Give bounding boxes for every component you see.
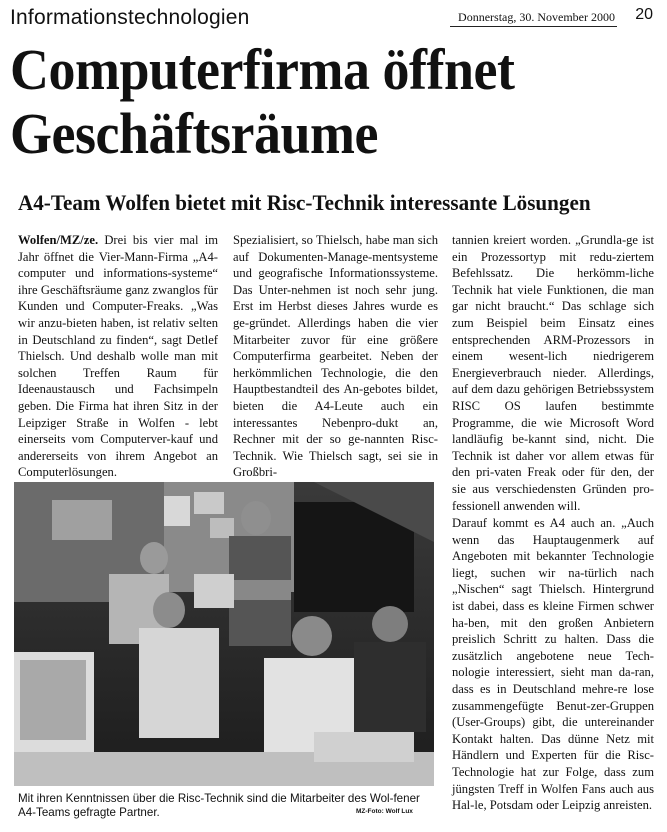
article-column-3-continued: Darauf kommt es A4 auch an. „Auch wenn das Hauptaugenmerk auf Angeboten mit bekannter Technologie liegt, suchen wir na-türlich nach „Nischen“ sagt Thielsch. Hintergrund ist dabei, dass es kleine Firmen schwer ha-ben, mit den großen Anbietern preislich Schritt zu halten. Dass die zusätzlich angebotene neue Tech-nologie interessiert, sieht man da-ran, dass es in Deutschland mehre-re lose zusammengefügte Benut-zer-Gruppen (User-Groups) gibt, die untereinander Kontakt halten. Das dünne Netz mit Händlern und Experten für die Risc-Technologie hat zur Folge, dass zum jüngsten Treff in Wolfen Fans auch aus Hal-le, Potsdam oder Leipzig anreisten. <box>452 516 654 813</box>
column-1-text: Drei bis vier mal im Jahr öffnet die Vier-Mann-Firma „A4-computer und informations-systeme“ ihre Geschäftsräume ganz zwanglos für Kunden und Computer-Freaks. „Was wir anzu-bieten haben, ist relativ selten in Deutschland zu finden“, sagt Detlef Thielsch. Und deshalb wolle man mit solchen Treffen Raum für Ideenaustausch und Fachsimpeln geben. Die Firma hat ihren Sitz in der Leipziger Straße in Wolfen - lebt einerseits vom Computerver-kauf und andererseits von ihrem Angebot an Computerlösungen. <box>18 233 218 480</box>
article-column-3: tannien kreiert worden. „Grundla-ge ist ein Prozessortyp mit redu-ziertem Befehlssatz. Die herkömm-liche Technik hat viele Funktionen, die man gar nicht braucht.“ Das schlage sich zum Beispiel beim Einsatz eines entsprechenden ARM-Prozessors in einem wesent-lich niedrigerem Energieverbrauch nieder. Allerdings, auf dem dazu gehörigen Betriebssystem RISC OS laufen bestimmte Programme, die wie Microsoft Word landläufig be-kannt sind, nicht. Die Technik ist daher vor allem etwas für den pri-vaten Freak oder für den, der sie aus verschiedensten Gründen pro-fessionell anwenden will. <box>452 233 654 513</box>
section-title: Informationstechnologien <box>10 6 250 29</box>
photo-credit: MZ-Foto: Wolf Lux <box>356 808 413 815</box>
headline-line-2: Geschäftsräume <box>10 101 378 166</box>
article-column-2: Spezialisiert, so Thielsch, habe man sich auf Dokumenten-Manage-mentsysteme und geografische Informationssysteme. Das Unter-nehmen ist noch sehr jung. Erst im Herbst dieses Jahres wurde es ge-gründet. Allerdings haben die vier Mitarbeiter zuvor für eine größere Computerfirma gearbeitet. Neben der herkömmlichen Technologie, die den Hauptbestandteil des An-gebotes bildet, bieten die A4-Leute auch ein interessantes Nebenpro-dukt an, Rechner mit der so ge-nannten Risc-Technik. Wie Thielsch sagt, sei sie in Großbri- <box>233 233 438 480</box>
dateline: Wolfen/MZ/ze. <box>18 233 99 247</box>
page-number: 20 <box>635 6 653 23</box>
photo-illustration <box>14 482 434 786</box>
article-photo <box>14 482 434 786</box>
issue-date: Donnerstag, 30. November 2000 <box>450 10 617 27</box>
headline <box>10 38 615 166</box>
article-column-1 <box>18 232 218 481</box>
photo-caption: Mit ihren Kenntnissen über die Risc-Technik sind die Mitarbeiter des Wol-fener A4-Teams gefragte Partner. <box>18 792 420 819</box>
headline-line-1: Computerfirma öffnet <box>10 37 515 102</box>
subheadline: A4-Team Wolfen bietet mit Risc-Technik interessante Lösungen <box>18 190 591 215</box>
